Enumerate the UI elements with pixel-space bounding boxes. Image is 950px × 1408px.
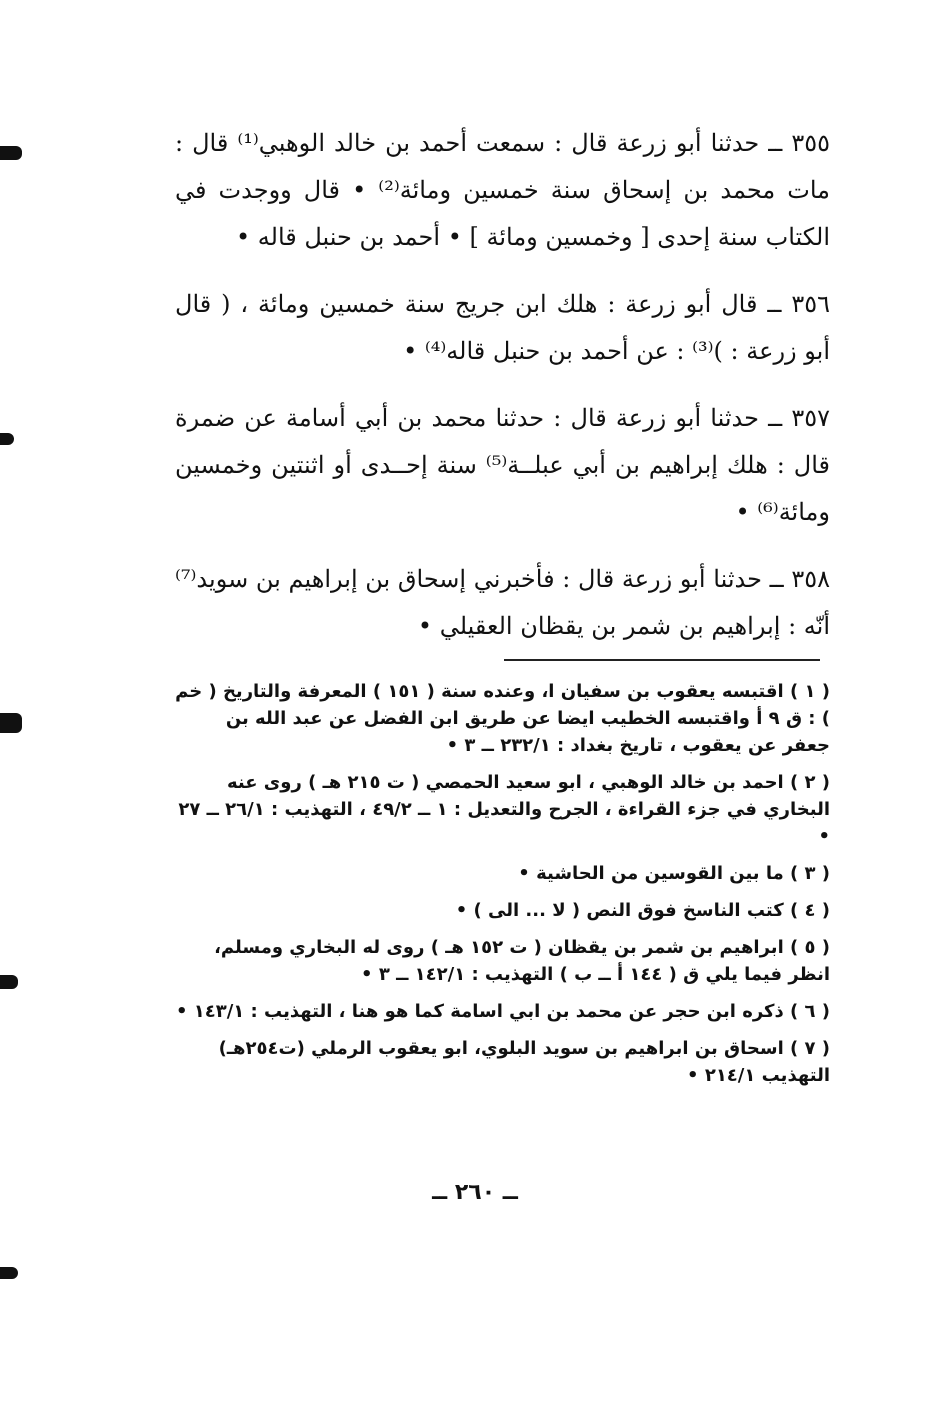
footnote-7: ( ٧ ) اسحاق بن ابراهيم بن سويد البلوي، ابو يعقوب الرملي (ت٢٥٤هـ) التهذيب ٢١٤/١ • [218, 1038, 830, 1086]
margin-ink-mark [0, 1267, 18, 1279]
footnote-3: ( ٣ ) ما بين القوسين من الحاشية • [518, 863, 830, 884]
margin-ink-mark [0, 975, 18, 989]
footnote-1: ( ١ ) اقتبسه يعقوب بن سفيان ا، وعنده سنة ( ١٥١ ) المعرفة والتاريخ ( خم ) : ق ٩ أ واقتبسه الخطيب ايضا عن طريق ابن الفضل عن عبد الله بن جعفر عن يعقوب ، تاريخ بغداد : ٢٣٢/١ ــ ٣ • [175, 681, 830, 756]
footnote-5: ( ٥ ) ابراهيم بن شمر بن يقظان ( ت ١٥٢ هـ ) روى له البخاري ومسلم، انظر فيما يلي ق ( ١٤٤ أ ــ ب ) التهذيب : ١٤٢/١ ــ ٣ • [214, 937, 830, 985]
entry-355: ٣٥٥ ــ حدثنا أبو زرعة قال : سمعت أحمد بن خالد الوهبي⁽¹⁾ قال : مات محمد بن إسحاق سنة خمسين ومائة⁽²⁾ • قال ووجدت في الكتاب سنة إحدى [ وخمسين ومائة ] • أحمد بن حنبل قاله • [175, 129, 830, 251]
footnote-divider [504, 659, 820, 661]
footnote-6: ( ٦ ) ذكره ابن حجر عن محمد بن ابي اسامة كما هو هنا ، التهذيب : ١٤٣/١ • [175, 1001, 830, 1022]
entry-358: ٣٥٨ ــ حدثنا أبو زرعة قال : فأخبرني إسحاق بن إبراهيم بن سويد⁽⁷⁾ أنّه : إبراهيم بن شمر بن يقظان العقيلي • [175, 565, 830, 640]
page-number: ــ ٢٦٠ ــ [432, 1180, 518, 1205]
entry-356: ٣٥٦ ــ قال أبو زرعة : هلك ابن جريج سنة خمسين ومائة ، ( قال أبو زرعة : )⁽³⁾ : عن أحمد بن حنبل قاله⁽⁴⁾ • [175, 290, 830, 365]
footnote-2: ( ٢ ) احمد بن خالد الوهبي ، ابو سعيد الحمصي ( ت ٢١٥ هـ ) روى عنه البخاري في جزء القراءة ، الجرح والتعديل : ١ ــ ٤٩/٢ ، التهذيب : ٢٦/١ ــ ٢٧ • [178, 772, 830, 847]
margin-ink-mark [0, 713, 22, 733]
margin-ink-mark [0, 146, 22, 160]
main-text [175, 120, 830, 670]
margin-ink-mark [0, 433, 14, 445]
footnote-4: ( ٤ ) كتب الناسخ فوق النص ( لا ... الى ) • [455, 900, 830, 921]
footnotes [175, 678, 830, 1099]
entry-357: ٣٥٧ ــ حدثنا أبو زرعة قال : حدثنا محمد بن أبي أسامة عن ضمرة قال : هلك إبراهيم بن أبي عبلــة⁽⁵⁾ سنة إحــدى أو اثنتين وخمسين ومائة⁽⁶⁾ • [175, 404, 831, 526]
